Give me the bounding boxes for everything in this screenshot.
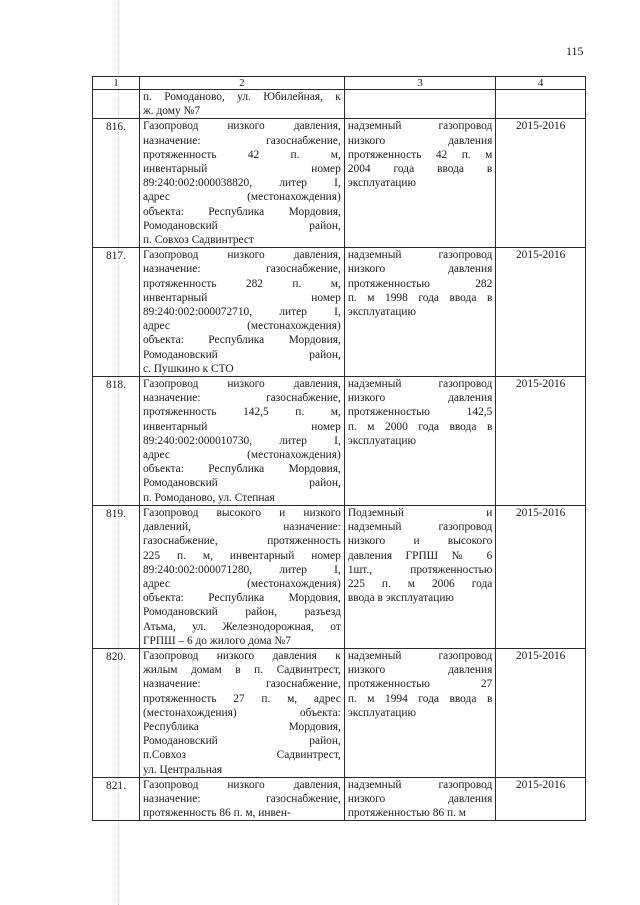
description-line: ж. дому №7 xyxy=(142,105,201,118)
period-cell: 2015-2016 xyxy=(496,248,586,377)
status-line: надземный газопровод xyxy=(347,120,493,133)
status-line: низкого давления xyxy=(347,792,493,805)
description-line: адрес (местонахождения) xyxy=(142,320,341,333)
row-number-cell: 819. xyxy=(93,505,140,648)
description-line: назначение: газоснабжение, xyxy=(142,263,341,276)
description-line: объекта: Республика Мордовия, xyxy=(142,334,341,347)
table-row xyxy=(93,648,586,777)
period-cell: 2015-2016 xyxy=(496,505,586,648)
status-line: эксплуатацию xyxy=(347,706,416,719)
description-cell xyxy=(139,248,344,377)
status-line: 225 п. м 2006 года xyxy=(347,577,493,590)
document-table xyxy=(92,76,586,821)
description-cell xyxy=(139,648,344,777)
description-line: ГРПШ – 6 до жилого дома №7 xyxy=(142,634,291,647)
description-line: назначение: газоснабжение, xyxy=(142,792,341,805)
status-line: эксплуатацию xyxy=(347,177,416,190)
status-cell xyxy=(344,777,496,821)
description-line: Ромодановский район, xyxy=(142,477,341,490)
description-line: давлений, назначение: xyxy=(142,521,341,534)
description-line: 89:240:002:000010730, литер I, xyxy=(142,434,341,447)
description-line: адрес (местонахождения) xyxy=(142,191,341,204)
status-line: надземный газопровод xyxy=(347,521,493,534)
header-cell-4: 4 xyxy=(496,77,586,90)
description-line: Ромодановский район, xyxy=(142,735,341,748)
status-line: п. м 2000 года ввода в xyxy=(347,420,493,433)
status-cell xyxy=(344,248,496,377)
status-line: давления ГРПШ № 6 xyxy=(347,549,493,562)
description-line: протяженность 27 п. м, адрес xyxy=(142,692,341,705)
description-cell xyxy=(139,90,344,119)
description-line: Ромодановский район, xyxy=(142,219,341,232)
status-line: протяженностью 142,5 xyxy=(347,406,493,419)
status-line: надземный газопровод xyxy=(347,249,493,262)
status-cell xyxy=(344,505,496,648)
description-line: 89:240:002:000071280, литер I, xyxy=(142,563,341,576)
table-row xyxy=(93,777,586,821)
description-line: (местонахождения) объекта: xyxy=(142,706,341,719)
period-cell: 2015-2016 xyxy=(496,377,586,506)
description-line: Газопровод высокого и низкого xyxy=(142,506,341,519)
description-cell xyxy=(139,119,344,248)
description-line: 89:240:002:000038820, литер I, xyxy=(142,177,341,190)
status-line: Подземный и xyxy=(347,506,493,519)
status-line: протяженность 42 п. м xyxy=(347,148,493,161)
status-line: низкого давления xyxy=(347,664,493,677)
description-line: назначение: газоснабжение, xyxy=(142,134,341,147)
description-line: протяженность 42 п. м, xyxy=(142,148,341,161)
description-cell xyxy=(139,777,344,821)
description-line: объекта: Республика Мордовия, xyxy=(142,592,341,605)
description-line: протяженность 142,5 п. м, xyxy=(142,406,341,419)
status-cell xyxy=(344,90,496,119)
status-cell xyxy=(344,377,496,506)
num-cell xyxy=(93,90,140,119)
description-line: Газопровод низкого давления, xyxy=(142,378,341,391)
period-cell: 2015-2016 xyxy=(496,119,586,248)
header-cell-1: 1 xyxy=(93,77,140,90)
description-line: п.Совхоз Садвинтрест, xyxy=(142,749,341,762)
status-line: п. м 1994 года ввода в xyxy=(347,692,493,705)
status-line: протяженностью 282 xyxy=(347,277,493,290)
row-number-cell: 818. xyxy=(93,377,140,506)
status-line: низкого давления xyxy=(347,392,493,405)
status-line: 1шт., протяженностью xyxy=(347,563,493,576)
row-number-cell: 821. xyxy=(93,777,140,821)
description-line: Газопровод низкого давления к xyxy=(142,649,341,662)
description-line: ул. Центральная xyxy=(142,763,223,776)
description-line: назначение: газоснабжение, xyxy=(142,392,341,405)
description-line: п. Ромоданово, ул. Юбилейная, к xyxy=(142,91,341,103)
table-header-row xyxy=(93,77,586,90)
row-number-cell: 816. xyxy=(93,119,140,248)
description-line: п. Ромоданово, ул. Степная xyxy=(142,491,275,504)
description-line: 89:240:002:000072710, литер I, xyxy=(142,306,341,319)
table-row xyxy=(93,377,586,506)
table-row xyxy=(93,505,586,648)
description-line: протяженность 86 п. м, инвен- xyxy=(142,807,291,820)
row-number-cell: 817. xyxy=(93,248,140,377)
page-number: 115 xyxy=(566,44,584,58)
description-line: Газопровод низкого давления, xyxy=(142,249,341,262)
header-cell-3: 3 xyxy=(344,77,496,90)
status-line: низкого давления xyxy=(347,263,493,276)
description-cell xyxy=(139,505,344,648)
description-line: объекта: Республика Мордовия, xyxy=(142,205,341,218)
description-line: Республика Мордовия, xyxy=(142,720,341,733)
row-number-cell: 820. xyxy=(93,648,140,777)
status-line: надземный газопровод xyxy=(347,378,493,391)
status-line: низкого давления xyxy=(347,134,493,147)
continuation-row xyxy=(93,90,586,119)
status-line: надземный газопровод xyxy=(347,649,493,662)
description-line: инвентарный номер xyxy=(142,291,341,304)
description-line: п. Совхоз Садвинтрест xyxy=(142,234,254,247)
table-row xyxy=(93,248,586,377)
description-line: адрес (местонахождения) xyxy=(142,449,341,462)
status-cell xyxy=(344,119,496,248)
status-line: эксплуатацию xyxy=(347,306,416,319)
period-cell xyxy=(496,90,586,119)
description-line: назначение: газоснабжение, xyxy=(142,678,341,691)
status-line: 2004 года ввода в xyxy=(347,163,493,176)
description-line: объекта: Республика Мордовия, xyxy=(142,463,341,476)
description-line: адрес (местонахождения) xyxy=(142,577,341,590)
period-cell: 2015-2016 xyxy=(496,777,586,821)
description-line: Газопровод низкого давления, xyxy=(142,778,341,791)
description-line: 225 п. м, инвентарный номер xyxy=(142,549,341,562)
description-line: газоснабжение, протяженность xyxy=(142,535,341,548)
table-row xyxy=(93,119,586,248)
header-cell-2: 2 xyxy=(139,77,344,90)
status-line: протяженностью 86 п. м xyxy=(347,807,466,820)
status-line: п. м 1998 года ввода в xyxy=(347,291,493,304)
description-line: Ромодановский район, xyxy=(142,348,341,361)
description-line: Атьма, ул. Железнодорожная, от xyxy=(142,620,341,633)
period-cell: 2015-2016 xyxy=(496,648,586,777)
status-line: надземный газопровод xyxy=(347,778,493,791)
description-line: жилым домам в п. Садвинтрест, xyxy=(142,664,341,677)
status-line: ввода в эксплуатацию xyxy=(347,592,454,605)
status-cell xyxy=(344,648,496,777)
description-line: протяженность 282 п. м, xyxy=(142,277,341,290)
description-line: инвентарный номер xyxy=(142,420,341,433)
status-line: эксплуатацию xyxy=(347,434,416,447)
status-line: низкого и высокого xyxy=(347,535,493,548)
status-line: протяженностью 27 xyxy=(347,678,493,691)
description-line: инвентарный номер xyxy=(142,163,341,176)
description-cell xyxy=(139,377,344,506)
description-line: Газопровод низкого давления, xyxy=(142,120,341,133)
description-line: с. Пушкино к СТО xyxy=(142,362,234,375)
description-line: Ромодановский район, разъезд xyxy=(142,606,341,619)
